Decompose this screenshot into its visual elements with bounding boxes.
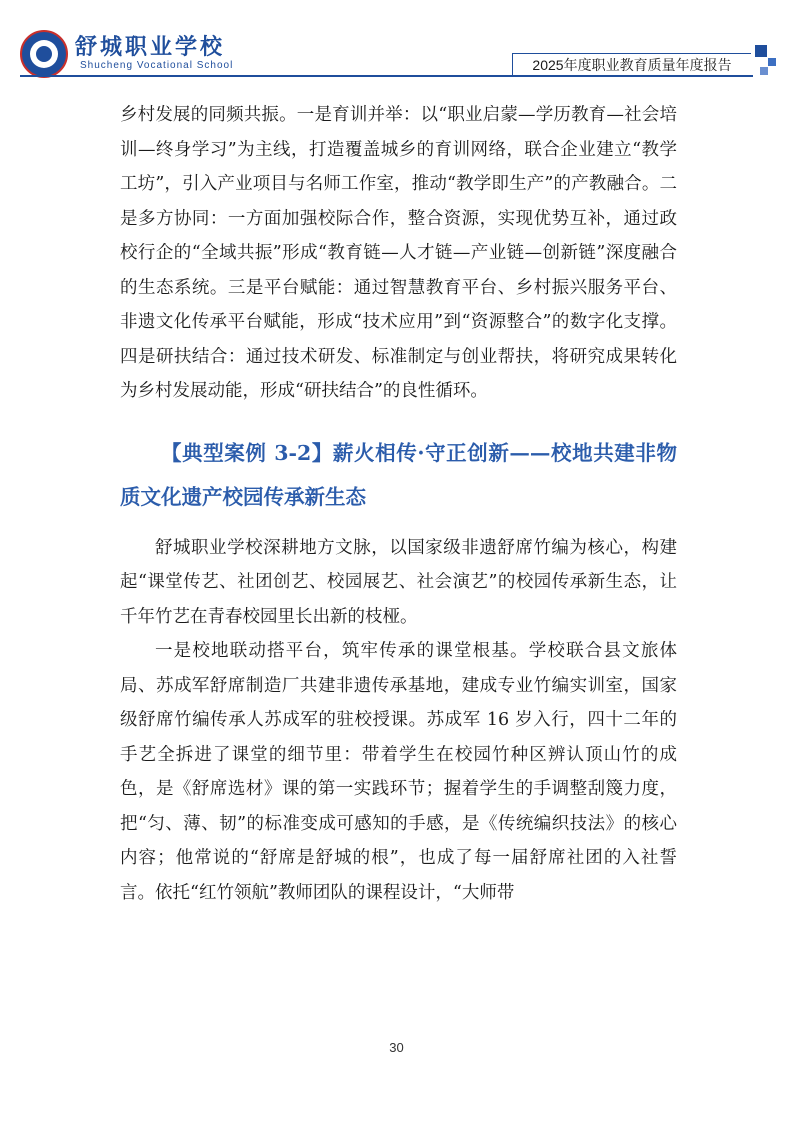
school-name-en: Shucheng Vocational School <box>80 60 234 71</box>
page-number: 30 <box>389 1040 404 1055</box>
body-paragraph: 一是校地联动搭平台，筑牢传承的课堂根基。学校联合县文旅体局、苏成军舒席制造厂共建非遗传承基地，建成专业竹编实训室，国家级舒席竹编传承人苏成军的驻校授课。苏成军 16 岁入行，四十二年的手艺全拆进了课堂的细节里：带着学生在校园竹种区辨认顶山竹的成色，是《舒席选材》课的第一实践环节；握着学生的手调整刮篾力度，把“匀、薄、韧”的标准变成可感知的手感，是《传统编织技法》的核心内容；他常说的“舒席是舒城的根”，也成了每一届舒席社团的入社誓言。依托“红竹领航”教师团队的课程设计，“大师带 <box>120 641 677 903</box>
decorative-square <box>755 45 767 57</box>
page-header <box>0 0 793 90</box>
school-logo <box>20 30 68 78</box>
case-title: 【典型案例 3-2】薪火相传·守正创新——校地共建非物质文化遗产校园传承新生态 <box>120 440 677 509</box>
report-title: 2025年度职业教育质量年度报告 <box>512 53 751 76</box>
school-name: 舒城职业学校 <box>75 34 226 60</box>
decorative-square <box>768 58 776 66</box>
body-paragraph: 舒城职业学校深耕地方文脉，以国家级非遗舒席竹编为核心，构建起“课堂传艺、社团创艺、校园展艺、社会演艺”的校园传承新生态，让千年竹艺在青春校园里长出新的枝桠。 <box>120 537 677 627</box>
page-content <box>120 98 677 910</box>
decorative-square <box>760 67 768 75</box>
body-paragraph: 乡村发展的同频共振。一是育训并举：以“职业启蒙—学历教育—社会培训—终身学习”为主线，打造覆盖城乡的育训网络，联合企业建立“教学工坊”，引入产业项目与名师工作室，推动“教学即生产”的产教融合。二是多方协同：一方面加强校际合作，整合资源，实现优势互补，通过政校行企的“全域共振”形成“教育链—人才链—产业链—创新链”深度融合的生态系统。三是平台赋能：通过智慧教育平台、乡村振兴服务平台、非遗文化传承平台赋能，形成“技术应用”到“资源整合”的数字化支撑。四是研扶结合：通过技术研发、标准制定与创业帮扶，将研究成果转化为乡村发展动能，形成“研扶结合”的良性循环。 <box>120 105 677 401</box>
